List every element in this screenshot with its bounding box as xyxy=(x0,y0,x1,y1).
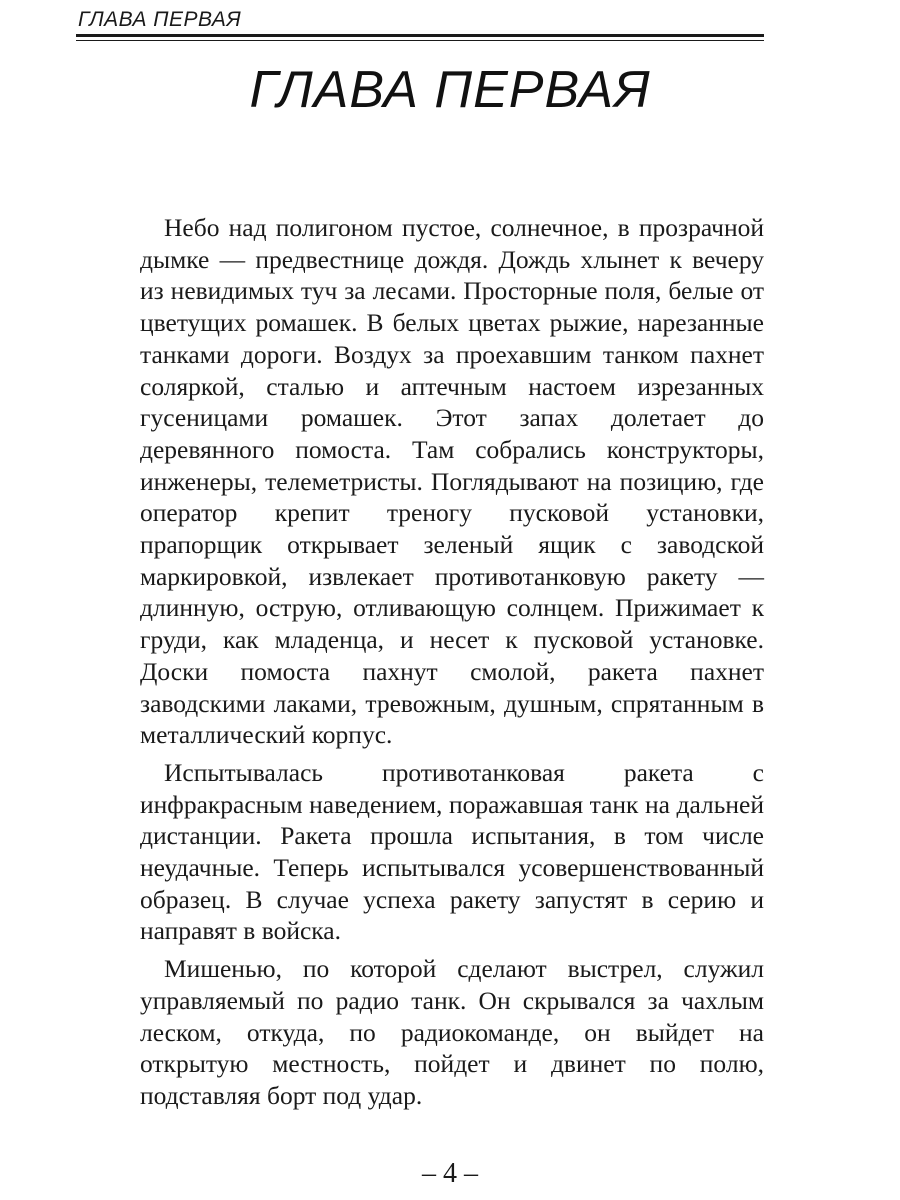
paragraph-2: Испытывалась противотанковая ракета с инфракрасным наведением, поражавшая танк на дальней дистанции. Ракета прошла испытания, в том числе неудачные. Теперь испытывался усовершенствованный образец. В случае успеха ракету запустят в серию и направят в войска. xyxy=(140,757,764,946)
running-header: ГЛАВА ПЕРВАЯ xyxy=(78,8,242,31)
header-rule-thin xyxy=(76,40,764,41)
page-number: – 4 – xyxy=(422,1158,478,1189)
header-rule-thick xyxy=(76,34,764,37)
paragraph-1: Небо над полигоном пустое, солнечное, в прозрачной дымке — предвестнице дождя. Дождь хлынет к вечеру из невидимых туч за лесами. Просторные поля, белые от цветущих ромашек. В белых цветах рыжие, нарезанные танками дороги. Воздух за проехавшим танком пахнет соляркой, сталью и аптечным настоем изрезанных гусеницами ромашек. Этот запах долетает до деревянного помоста. Там собрались конструкторы, инженеры, телеметристы. Поглядывают на позицию, где оператор крепит треногу пусковой установки, прапорщик открывает зеленый ящик с заводской маркировкой, извлекает противотанковую ракету — длинную, острую, отливающую солнцем. Прижимает к груди, как младенца, и несет к пусковой установке. Доски помоста пахнут смолой, ракета пахнет заводскими лаками, тревожным, душным, спрятанным в металлический корпус. xyxy=(140,213,764,750)
paragraph-3: Мишенью, по которой сделают выстрел, служил управляемый по радио танк. Он скрывался за чахлым леском, откуда, по радиокоманде, он выйдет на открытую местность, пойдет и двинет по полю, подставляя борт под удар. xyxy=(140,954,764,1110)
chapter-title: ГЛАВА ПЕРВАЯ xyxy=(249,61,651,119)
body-text xyxy=(140,212,764,1112)
